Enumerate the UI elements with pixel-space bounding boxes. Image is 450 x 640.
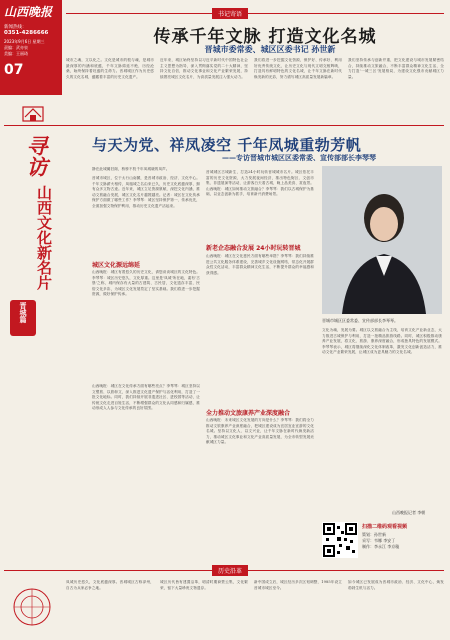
section-heading-2: 新老企态融合发展 24小时玩转晋城	[206, 245, 301, 252]
bottom-column-4: 如今城区已发展成为晋城市政治、经济、文化中心，焕发勃勃生机与活力。	[348, 580, 444, 590]
photo-caption: 晋城市城区区委常委、宣传部部长李琴琴。	[322, 318, 398, 323]
masthead-logo: 山西晚报	[4, 5, 53, 19]
top-column-4: 我们坚持传承与创新并重，把文化建设与城市发展紧密结合，持续推动文旅融合，不断丰富群众精神文化生活，全力打造'一城三区'发展格局，为建设文化强市贡献城区力量。	[348, 58, 444, 79]
main-column-2b: 山西晚报：城区在文化惠民方面有哪些举措？李琴琴：我们持续推进公共文化服务体系建设，完善城乡文化设施网络，常态化开展群众性文化活动，丰富群众精神文化生活，不断提升群众的幸福感和获得感。	[206, 254, 314, 275]
bottom-column-3: 新中国成立后，城区经历多次区划调整，1985年设立晋城市城区至今。	[254, 580, 342, 590]
subhead-main: ——专访晋城市城区区委常委、宣传部部长李琴琴	[222, 154, 376, 162]
portrait-photo	[322, 166, 442, 314]
emblem-icon	[22, 105, 44, 123]
byline: 山西晚报记者 李朝	[392, 510, 426, 515]
qr-credit-2: 采写：韦娜 李安丁	[362, 538, 396, 543]
top-rule	[66, 13, 444, 14]
issue-date: 2023年9月6日 星期三	[4, 39, 45, 44]
qr-code[interactable]	[322, 522, 358, 558]
designer: 美编：王丽琦	[4, 51, 28, 56]
section-heading-1: 城区文化源远绵延	[92, 262, 141, 269]
hotline-number: 0351-4286666	[4, 30, 49, 36]
hotline-label: 新闻热线：	[4, 25, 27, 30]
bottom-column-2: 城区历代皆有建置沿革，明清时期商贾云集，文化繁荣，留下大量珍贵文物遗存。	[160, 580, 248, 590]
section-heading-3: 全力推动文旅康养产业深度融合	[206, 410, 291, 417]
main-column-1: 晋城市城区，位于太行山南麓，是晋城市政治、经济、文化中心。千年文脉薪火相传，凤凰城之名由来已久，历史文化底蕴深厚，拥有众多文物古迹。近年来，城区立足资源禀赋，深挖文化内涵，推动文旅融合发展，城区文化名片越擦越亮。记者：城区在文化传承保护方面做了哪些工作？李琴琴：城区坚持保护第一、传承优先，全面加强文物保护利用，推动历史文化遗产活起来。	[92, 176, 200, 208]
decorative-motif	[10, 585, 54, 629]
top-column-1: 城市之魂，文以化之。文化是城市的根与魂，是城市最深厚的内涵和底蕴，千年文脉绵延不绝，历经沧桑，始终保持着旺盛的生命力。晋城城区作为历史悠久的文化名城，蕴藏着丰富的历史文化遗产。	[66, 58, 154, 79]
series-badge	[10, 300, 36, 336]
main-column-2: 晋城城区古城新生，打造24小时玩转晋城城市名片。城区依托丰富的历史文化资源，大力发展夜间经济，推出特色街区、文创市集、非遗展演等活动，让游客白天看古城，晚上品美食、赏夜景。山西晚报：城区如何推动文旅融合？李琴琴：我们以古城保护为基础，以业态创新为抓手，培育新兴消费场景。	[206, 170, 314, 197]
headline-top: 传承千年文脉 打造文化名城	[153, 27, 377, 47]
qr-label: 扫描二维码观看视频	[362, 524, 408, 530]
main-column-2c: 山西晚报：未来城区文化发展的方向是什么？李琴琴：我们将全力推动文旅康养产业深度融合，把城区建设成为宜居宜业宜游的文化名城。坚持以文化人、以文兴业，让千年文脉在新时代焕发新活力，推动城区文化事业和文化产业高质量发展，为全市转型发展贡献城区力量。	[206, 418, 314, 445]
main-column-1c: 山西晚报：城区在文化传承方面有哪些亮点？李琴琴：城区坚持以文塑旅、以旅彰文，深入推进文化遗产保护与活化利用，打造了一批文化地标。同时，我们持续开展非遗进社区、进校园等活动，让传统文化走进百姓生活，不断增强群众的文化认同感和归属感，推动形成人人参与文化传承的良好氛围。	[92, 384, 200, 411]
editor: 责编：武亦泉	[4, 45, 28, 50]
page-number: 07	[4, 62, 24, 78]
main-column-1b: 山西晚报：城区有着悠久的历史文化，请您谈谈城区的文化特色。李琴琴：城区历史悠久，文化厚重。这里是'凤城'所在地，素有'古堡'之称，城内保存有大量的古建筑、古民居，文化遗存丰富，民俗文化多彩，为城区文化发展奠定了坚实基础。我们将进一步挖掘资源，做好保护传承。	[92, 270, 200, 297]
top-column-2: 近年来，城区始终坚持以习近平新时代中国特色社会主义思想为指导，深入贯彻落实党的二十大精神，坚持文化自信，推动文化事业和文化产业繁荣发展，持续擦亮城区文化名片，为高质量发展注入强大动力。	[160, 58, 248, 79]
series-label: 晋城篇	[19, 302, 27, 323]
qr-credit-1: 策划：孙世新	[362, 532, 386, 537]
qr-credit-3: 制作：李永江 李京璇	[362, 544, 400, 549]
top-column-3: 我们将进一步挖掘文化资源，保护好、传承好、利用好优秀传统文化，让历史文化与现代文明交相辉映，打造具有鲜明特色的文化名城，让千年文脉在新时代焕发新的光彩，努力谱写城区高质量发展新篇章。	[254, 58, 342, 79]
headline-main: 与天为党、祥凤凌空 千年凤城重勃芳帆	[92, 136, 362, 154]
subhead-top: 晋城市委常委、城区区委书记 孙世新	[204, 45, 336, 54]
top-tag: 书记寄语	[212, 8, 248, 19]
main-column-3: 文化为魂，发展为要。城区以文旅融合为主线，培育文化产业新业态，大力推进古城保护与利用，打造一批精品旅游线路。同时，城区积极推动康养产业发展，将文化、旅游、康养深度融合，形成独具特色的发展模式。李琴琴表示，城区将继续深化文化体制改革，激发文化创新创造活力，推动文化产业繁荣发展，让城区成为更具魅力的文化名城。	[322, 328, 442, 355]
side-title-main: 山西文化新名片	[35, 185, 53, 290]
bottom-column-1: 凤城历史悠久，文化底蕴深厚。晋城城区古称泽州，自古为兵家必争之地。	[66, 580, 154, 590]
main-rule	[4, 125, 444, 126]
bottom-tag: 历史沿革	[212, 565, 248, 576]
side-title-seek: 寻访	[24, 135, 49, 177]
main-intro: 静在此城阑旧阁，桥桥不枝千年凤城晓的凤声。	[92, 167, 170, 171]
